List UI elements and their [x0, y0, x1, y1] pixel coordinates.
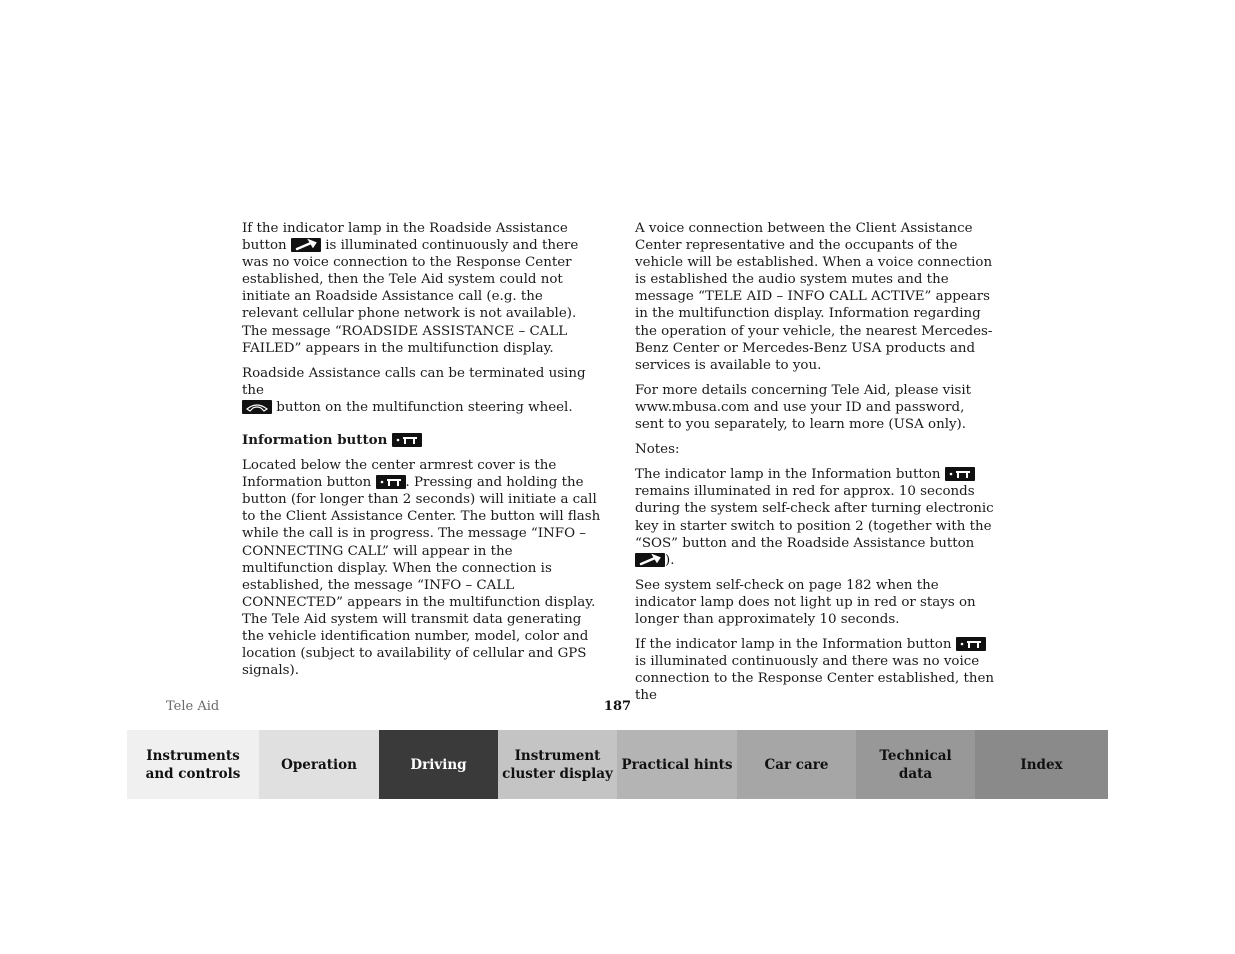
- information-button-heading: Information button: [242, 432, 602, 449]
- text: remains illuminated in red for approx. 10 seconds during the system self-check after turning electronic key in starter switch to position 2 (together with the “SOS” button and the Roadside Assistance button: [635, 484, 994, 551]
- wrench-icon: [291, 238, 321, 252]
- tab-driving[interactable]: Driving: [379, 730, 498, 799]
- right-column: [635, 220, 997, 712]
- tab-practical-hints[interactable]: Practical hints: [617, 730, 737, 799]
- tab-index[interactable]: Index: [975, 730, 1108, 799]
- indicator-continuous-paragraph: [635, 636, 997, 704]
- voice-connection-paragraph: A voice connection between the Client Assistance Center representative and the occupants of the vehicle will be established. When a voice connection is established the audio system mutes and the message “TELE AID – INFO CALL ACTIVE” appears in the multifunction display. Information regarding the operation of your vehicle, the nearest Mercedes-Benz Center or Mercedes-Benz USA products and services is available to you.: [635, 221, 993, 373]
- roadside-failed-paragraph: [242, 220, 602, 357]
- text: ).: [665, 552, 675, 568]
- page-number: 187: [603, 699, 632, 714]
- tab-car-care[interactable]: Car care: [737, 730, 856, 799]
- text: . Pressing and holding the button (for longer than 2 seconds) will initiate a call to the Client Assistance Center. The button will flash while the call is in progress. The message “INFO – CONNECTING CALL” will appear in the multifunction display. When the connection is established, the message “INFO – CALL CONNECTED” appears in the multifunction display. The Tele Aid system will transmit data generating the vehicle identification number, model, color and location (subject to availability of cellular and GPS signals).: [242, 475, 601, 679]
- text: is illuminated continuously and there was no voice connection to the Response Center established, then the: [635, 654, 995, 704]
- notes-label: Notes:: [635, 442, 680, 458]
- text: button on the multifunction steering wheel.: [276, 399, 573, 415]
- tab-operation[interactable]: Operation: [259, 730, 379, 799]
- left-column: [242, 220, 602, 687]
- phone-hangup-icon: [242, 400, 272, 414]
- chapter-nav: [127, 730, 1108, 799]
- terminate-call-paragraph: [242, 365, 602, 416]
- tab-technical-data[interactable]: Technical data: [856, 730, 975, 799]
- section-title: Tele Aid: [166, 699, 220, 714]
- more-details-paragraph: For more details concerning Tele Aid, please visit www.mbusa.com and use your ID and password, sent to you separately, to learn more (USA only).: [635, 382, 972, 433]
- text: is illuminated continuously and there was no voice connection to the Response Center established, then the Tele Aid system could not initiate an Roadside Assistance call (e.g. the relevant cellular phone network is not available). The message “ROADSIDE ASSISTANCE – CALL FAILED” appears in the multifunction display.: [242, 238, 579, 356]
- tab-instrument-cluster-display[interactable]: Instrument cluster display: [498, 730, 617, 799]
- text: Located below the center armrest cover is the Information button: [242, 458, 557, 491]
- info-i-icon: [392, 433, 422, 447]
- information-button-paragraph: [242, 457, 602, 679]
- info-i-icon: [376, 475, 406, 489]
- wrench-icon: [635, 553, 665, 567]
- text: The indicator lamp in the Information button: [635, 467, 941, 483]
- text: If the indicator lamp in the Roadside Assistance button: [242, 221, 568, 254]
- indicator-lamp-paragraph: [635, 466, 997, 569]
- info-i-icon: [956, 637, 986, 651]
- tab-instruments-and-controls[interactable]: Instruments and controls: [127, 730, 259, 799]
- info-i-icon: [945, 467, 975, 481]
- text: Roadside Assistance calls can be terminated using the: [242, 365, 586, 398]
- self-check-paragraph: See system self-check on page 182 when the indicator lamp does not light up in red or stays on longer than approximately 10 seconds.: [635, 577, 976, 627]
- text: If the indicator lamp in the Information button: [635, 637, 952, 653]
